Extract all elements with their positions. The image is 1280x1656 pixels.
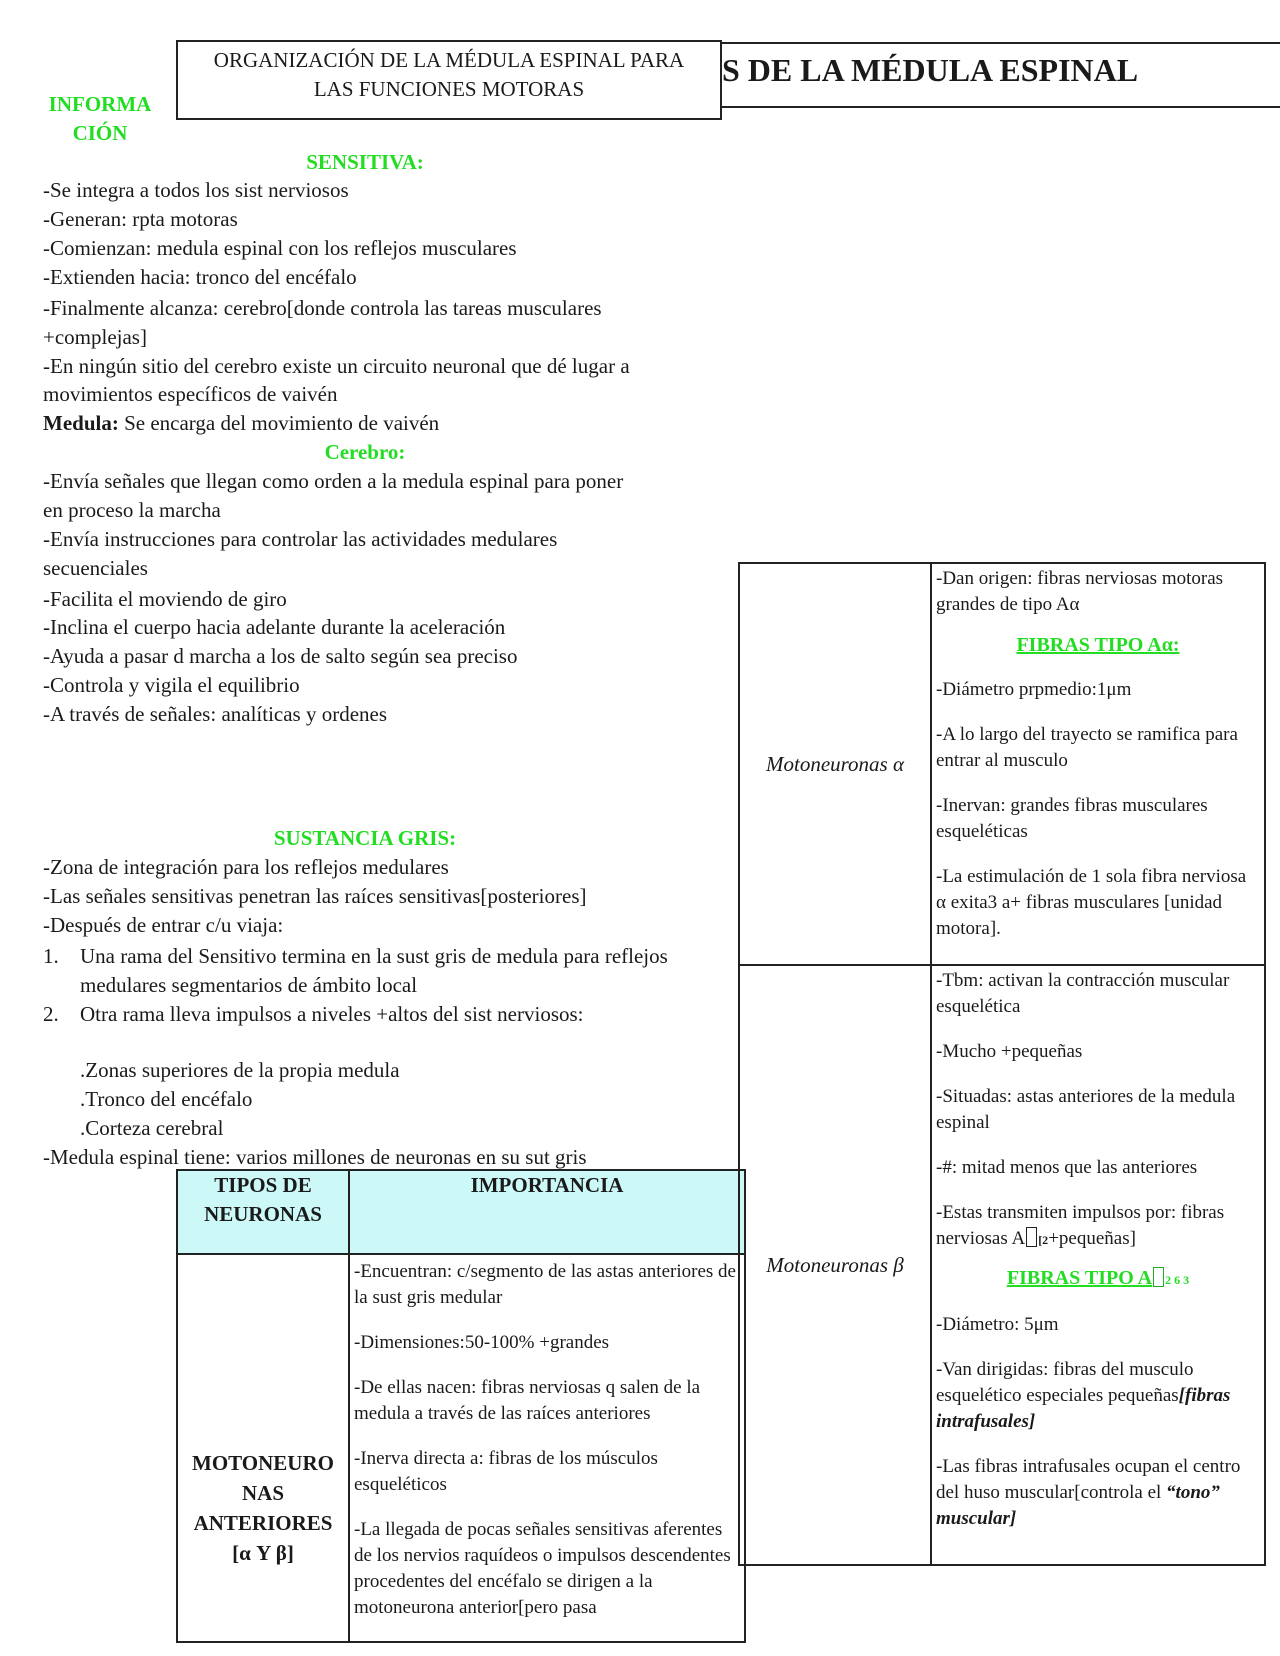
step-number: 1.	[43, 944, 59, 968]
cerebro-line: secuenciales	[43, 556, 148, 580]
alpha-item: -Diámetro prpmedio:1μm	[936, 679, 1132, 700]
beta-transmit-post: +pequeñas]	[1048, 1228, 1136, 1249]
sensitiva-line: +complejas]	[43, 325, 147, 349]
gris-steps	[43, 942, 720, 1029]
alpha-item: -La estimulación de 1 sola fibra nerviosa α exita3 a+ fibras musculares [unidad motora].	[936, 866, 1247, 939]
sensitiva-line: -Se integra a todos los sist nerviosos	[43, 178, 349, 202]
row-label-line: MOTONEURO	[192, 1451, 334, 1475]
beta-van-bold: [fibras intrafusales]	[936, 1385, 1231, 1432]
sensitiva-heading: SENSITIVA:	[306, 150, 424, 174]
importancia-item: -Dimensiones:50-100% +grandes	[354, 1332, 610, 1353]
beta-label: Motoneuronas β	[739, 965, 931, 1565]
table-row	[177, 1254, 745, 1642]
beta-fibras-heading	[936, 1265, 1260, 1293]
gris-subitem: .Zonas superiores de la propia medula	[80, 1058, 400, 1082]
medula-line	[43, 411, 439, 436]
cerebro-line: -Ayuda a pasar d marcha a los de salto según sea preciso	[43, 644, 518, 668]
header-importancia: IMPORTANCIA	[349, 1170, 745, 1254]
beta-item: -Tbm: activan la contracción muscular esquelética	[936, 970, 1230, 1017]
beta-van	[936, 1357, 1260, 1435]
background-title	[722, 42, 1280, 108]
importancia-item: -La llegada de pocas señales sensitivas aferentes de los nervios raquídeos o impulsos descendentes procedentes del encéfalo se dirigen a la motoneurona anterior[pero pasa	[354, 1519, 731, 1618]
beta-transmit	[936, 1200, 1260, 1253]
sensitiva-line: -En ningún sitio del cerebro existe un circuito neuronal que dé lugar a	[43, 354, 630, 378]
sensitiva-line: -Comienzan: medula espinal con los reflejos musculares	[43, 236, 517, 260]
cerebro-line: -Inclina el cuerpo hacia adelante durante la aceleración	[43, 615, 506, 639]
row-label-line: NAS	[241, 1481, 284, 1505]
motoneuronas-table	[738, 562, 1266, 1566]
gris-subitem: .Corteza cerebral	[80, 1116, 224, 1140]
missing-glyph-icon	[1153, 1267, 1164, 1287]
importancia-cell	[349, 1254, 745, 1642]
table-row-beta	[739, 965, 1265, 1565]
info-label-line-1: INFORMA	[48, 92, 152, 116]
step-number: 2.	[43, 1002, 59, 1026]
alpha-item: -A lo largo del trayecto se ramifica para entrar al musculo	[936, 724, 1238, 771]
beta-fibras-heading-text: FIBRAS TIPO A	[1006, 1267, 1153, 1289]
alpha-label: Motoneuronas α	[739, 563, 931, 965]
cerebro-line: -Envía instrucciones para controlar las actividades medulares	[43, 527, 558, 551]
beta-item: -Mucho +pequeñas	[936, 1041, 1083, 1062]
table-row-alpha	[739, 563, 1265, 965]
sensitiva-line: -Finalmente alcanza: cerebro[donde controla las tareas musculares	[43, 296, 602, 320]
beta-last-bold: “tono” muscular]	[936, 1482, 1220, 1529]
info-label-line-2: CIÓN	[72, 121, 128, 145]
importancia-item: -Encuentran: c/segmento de las astas anteriores de la sust gris medular	[354, 1261, 736, 1308]
row-label-line: [α Y β]	[232, 1541, 294, 1565]
beta-item: -Situadas: astas anteriores de la medula espinal	[936, 1086, 1236, 1133]
beta-transmit-sub: [2	[1038, 1233, 1049, 1247]
row-label-line: ANTERIORES	[193, 1511, 333, 1535]
beta-last-pre: -Las fibras intrafusales ocupan el centro del huso muscular[controla el	[936, 1456, 1241, 1503]
table-header-row	[177, 1170, 745, 1254]
gris-line: -Zona de integración para los reflejos medulares	[43, 855, 449, 879]
title-line-1: ORGANIZACIÓN DE LA MÉDULA ESPINAL PARA	[213, 48, 685, 72]
gris-heading: SUSTANCIA GRIS:	[273, 826, 457, 850]
gris-subitem: .Tronco del encéfalo	[80, 1087, 253, 1111]
beta-fibras-sub: 2 6 3	[1165, 1273, 1190, 1287]
header-tipos-line-1: TIPOS DE	[214, 1173, 312, 1197]
gris-last-line: -Medula espinal tiene: varios millones de neuronas en su sut gris	[43, 1145, 587, 1169]
medula-text: Se encarga del movimiento de vaivén	[118, 411, 440, 435]
sensitiva-line: -Extienden hacia: tronco del encéfalo	[43, 265, 357, 289]
beta-transmit-pre: -Estas transmiten impulsos por: fibras nerviosas A	[936, 1202, 1225, 1249]
alpha-fibras-heading: FIBRAS TIPO Aα:	[1016, 634, 1180, 656]
header-tipos-line-2: NEURONAS	[204, 1202, 322, 1226]
neuron-types-table	[176, 1169, 746, 1643]
title-line-2: LAS FUNCIONES MOTORAS	[313, 77, 585, 101]
beta-cell	[931, 965, 1265, 1565]
alpha-item: -Inervan: grandes fibras musculares esqueléticas	[936, 795, 1208, 842]
alpha-intro: -Dan origen: fibras nerviosas motoras grandes de tipo Aα	[936, 568, 1224, 615]
beta-last	[936, 1454, 1260, 1532]
cerebro-line: -Controla y vigila el equilibrio	[43, 673, 300, 697]
alpha-cell	[931, 563, 1265, 965]
step-text: Otra rama lleva impulsos a niveles +altos del sist nerviosos:	[80, 1002, 584, 1026]
importancia-item: -Inerva directa a: fibras de los músculos esqueléticos	[354, 1448, 658, 1495]
gris-line: -Las señales sensitivas penetran las raíces sensitivas[posteriores]	[43, 884, 587, 908]
beta-item: -Diámetro: 5μm	[936, 1314, 1059, 1335]
header-tipos	[177, 1170, 349, 1254]
title-box	[176, 40, 722, 120]
background-title-text: S DE LA MÉDULA ESPINAL	[722, 52, 1139, 88]
medula-bold: Medula:	[43, 411, 119, 435]
sensitiva-line: -Generan: rpta motoras	[43, 207, 238, 231]
beta-item: -#: mitad menos que las anteriores	[936, 1157, 1198, 1178]
cerebro-line: -Facilita el moviendo de giro	[43, 587, 287, 611]
importancia-item: -De ellas nacen: fibras nerviosas q salen de la medula a través de las raíces anteriores	[354, 1377, 701, 1424]
gris-line: -Después de entrar c/u viaja:	[43, 913, 284, 937]
cerebro-line: -Envía señales que llegan como orden a la medula espinal para poner	[43, 469, 624, 493]
step-item	[43, 942, 720, 1000]
beta-van-pre: -Van dirigidas: fibras del musculo esquelético especiales pequeñas	[936, 1359, 1194, 1406]
step-text: Una rama del Sensitivo termina en la sust gris de medula para reflejos medulares segmentarios de ámbito local	[80, 944, 668, 997]
info-label	[40, 90, 160, 148]
cerebro-line: en proceso la marcha	[43, 498, 221, 522]
cerebro-line: -A través de señales: analíticas y ordenes	[43, 702, 388, 726]
sensitiva-line: movimientos específicos de vaivén	[43, 382, 338, 406]
step-item	[43, 1000, 720, 1029]
cerebro-heading: Cerebro:	[324, 440, 406, 464]
row-label-motoneuronas	[177, 1254, 349, 1642]
missing-glyph-icon	[1026, 1227, 1037, 1247]
